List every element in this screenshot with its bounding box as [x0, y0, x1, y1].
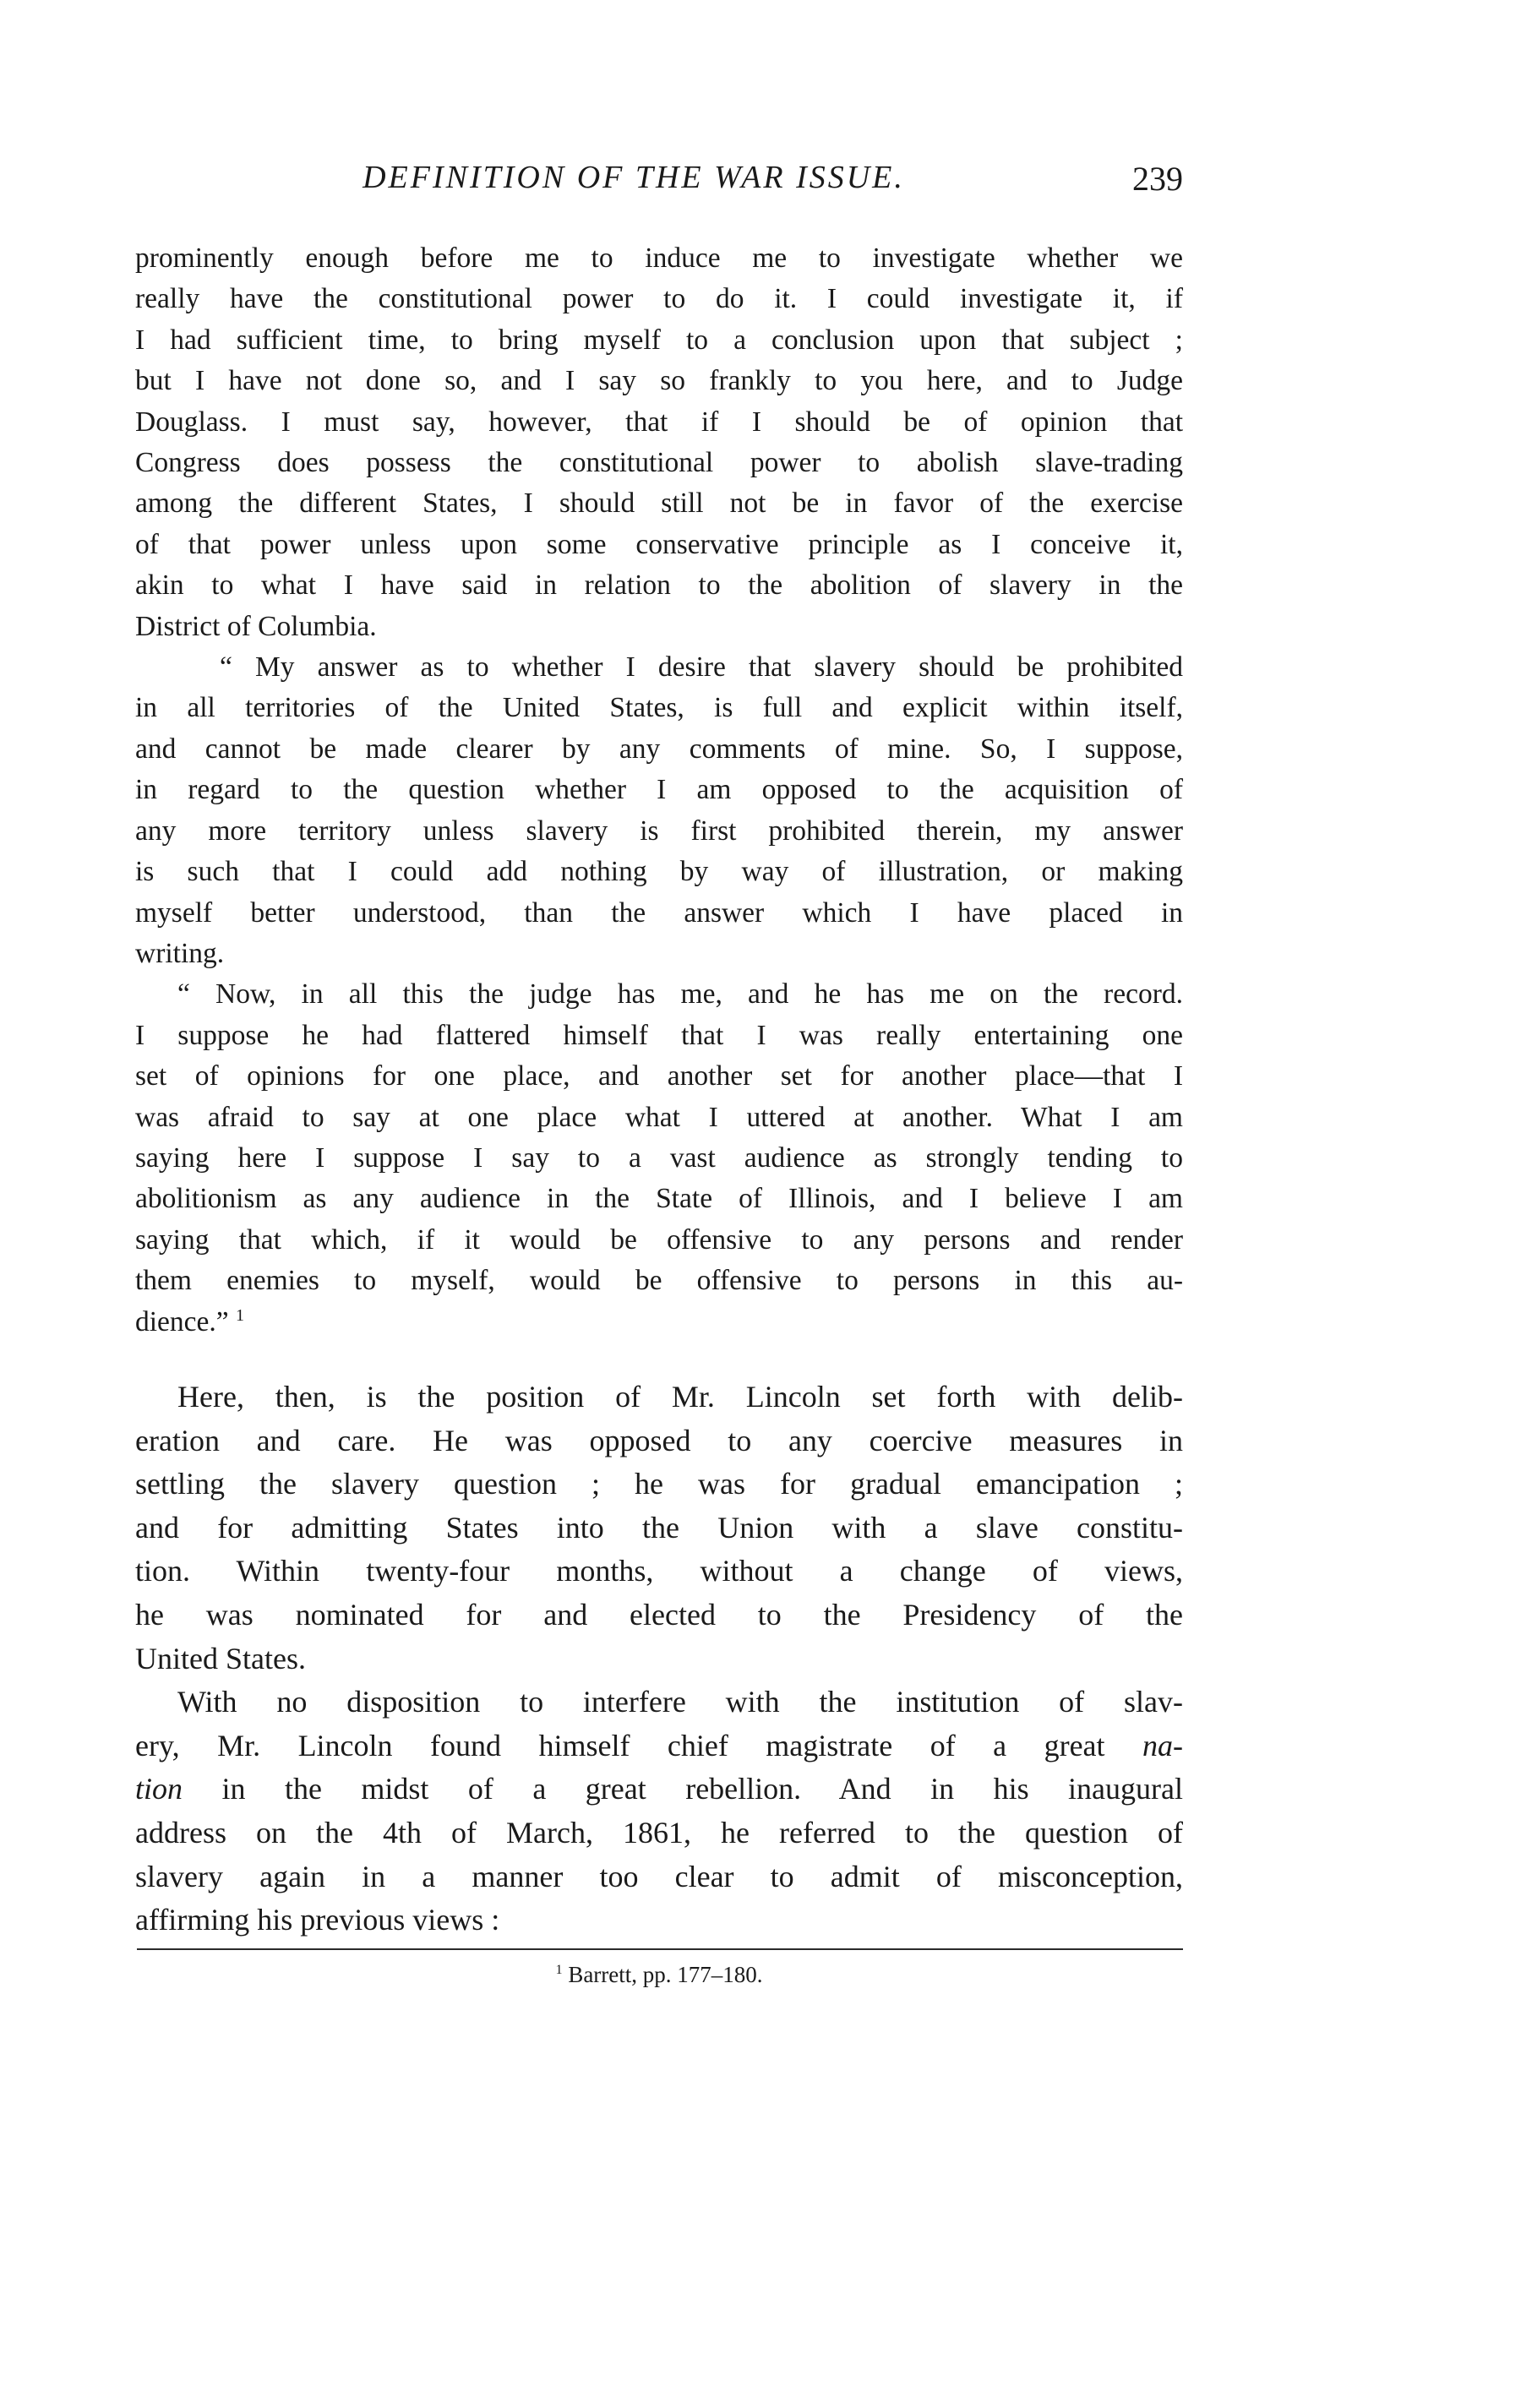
- text-line: affirming his previous views :: [135, 1903, 500, 1937]
- text-line: “ My answer as to whether I desire that slavery should be prohibited: [220, 651, 1183, 684]
- text-line: [135, 1724, 1183, 1768]
- quote-paragraph-1: [135, 238, 1183, 647]
- text-line: prominently enough before me to induce me to investigate whether we: [135, 242, 1183, 274]
- text-line: and for admitting States into the Union with a slave constitu-: [135, 1510, 1183, 1544]
- running-head: [135, 152, 1183, 203]
- text-line: in regard to the question whether I am opposed to the acquisition of: [135, 774, 1183, 806]
- quote-paragraph-2: [135, 647, 1183, 974]
- text-line: “ Now, in all this the judge has me, and he has me on the record.: [177, 978, 1183, 1011]
- quoted-speech: [135, 238, 1183, 1343]
- text-line: akin to what I have said in relation to the abolition of slavery in the: [135, 569, 1183, 602]
- quote-paragraph-3: [135, 974, 1183, 1343]
- text-line: myself better understood, than the answer which I have placed in: [135, 896, 1183, 929]
- text-line: I had sufficient time, to bring myself to a conclusion upon that subject ;: [135, 324, 1183, 356]
- text-line: them enemies to myself, would be offensive to persons in this au-: [135, 1265, 1183, 1297]
- italic-fragment: tion: [135, 1772, 183, 1806]
- text-line: eration and care. He was opposed to any coercive measures in: [135, 1423, 1183, 1457]
- text-line: saying that which, if it would be offensive to any persons and render: [135, 1223, 1183, 1256]
- text-fragment: dience.”: [135, 1305, 229, 1337]
- text-line: settling the slavery question ; he was for gradual emancipation ;: [135, 1467, 1183, 1501]
- text-line: With no disposition to interfere with the institution of slav-: [177, 1685, 1183, 1719]
- text-line: but I have not done so, and I say so frankly to you here, and to Judge: [135, 365, 1183, 397]
- text-line: United States.: [135, 1641, 306, 1675]
- text-fragment: ery, Mr. Lincoln found himself chief magistrate of a great: [135, 1728, 1142, 1762]
- text-line: tion. Within twenty-four months, without a change of views,: [135, 1554, 1183, 1588]
- text-line: Douglass. I must say, however, that if I should be of opinion that: [135, 406, 1183, 438]
- footnote-divider: [137, 1948, 1183, 1950]
- footnote-text: Barrett, pp. 177–180.: [568, 1962, 763, 1987]
- text-line: was afraid to say at one place what I uttered at another. What I am: [135, 1101, 1183, 1133]
- text-line: [135, 1302, 1183, 1343]
- text-line: really have the constitutional power to do it. I could investigate it, if: [135, 283, 1183, 315]
- text-line: slavery again in a manner too clear to admit of misconception,: [135, 1859, 1183, 1893]
- text-line: of that power unless upon some conservative principle as I conceive it,: [135, 528, 1183, 560]
- text-line: he was nominated for and elected to the Presidency of the: [135, 1597, 1183, 1632]
- text-line: abolitionism as any audience in the State of Illinois, and I believe I am: [135, 1183, 1183, 1215]
- narrative-paragraph-1: [135, 1376, 1183, 1681]
- text-line: set of opinions for one place, and another set for another place—that I: [135, 1060, 1183, 1092]
- footnote-1: [135, 1962, 1183, 1988]
- text-line: Here, then, is the position of Mr. Lincoln set forth with delib-: [177, 1380, 1183, 1414]
- text-line: I suppose he had flattered himself that I was really entertaining one: [135, 1019, 1183, 1051]
- footnote-marker: 1: [555, 1962, 563, 1977]
- page-number: 239: [1132, 160, 1183, 198]
- text-line: address on the 4th of March, 1861, he referred to the question of: [135, 1815, 1183, 1850]
- text-line: saying here I suppose I say to a vast audience as strongly tending to: [135, 1141, 1183, 1174]
- text-line: [135, 1768, 1183, 1811]
- narrative-text: [135, 1376, 1183, 1942]
- text-line: District of Columbia.: [135, 610, 377, 642]
- running-title: DEFINITION OF THE WAR ISSUE.: [363, 160, 905, 195]
- text-line: in all territories of the United States, is full and explicit within itself,: [135, 692, 1183, 724]
- text-line: Congress does possess the constitutional power to abolish slave-trading: [135, 447, 1183, 479]
- text-line: is such that I could add nothing by way of illustration, or making: [135, 856, 1183, 888]
- italic-fragment: na-: [1142, 1728, 1183, 1762]
- text-line: among the different States, I should still not be in favor of the exercise: [135, 488, 1183, 520]
- footnote-ref[interactable]: 1: [236, 1305, 245, 1325]
- text-line: writing.: [135, 937, 225, 969]
- text-line: and cannot be made clearer by any comments of mine. So, I suppose,: [135, 733, 1183, 765]
- narrative-paragraph-2: [135, 1681, 1183, 1942]
- text-line: any more territory unless slavery is first prohibited therein, my answer: [135, 814, 1183, 847]
- text-fragment: in the midst of a great rebellion. And in his inaugural: [221, 1772, 1183, 1806]
